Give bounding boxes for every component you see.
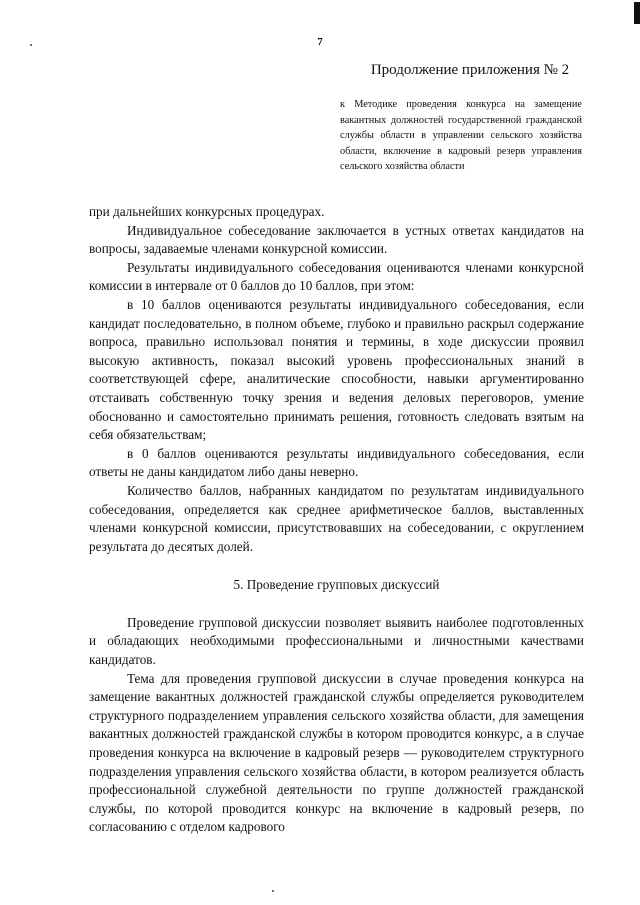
appendix-note: к Методике проведения конкурса на замещение вакантных должностей государственной гражданской службы области в управлении сельского хозяйства области, включение в кадровый резерв управления сельского хозяйства области [340, 99, 582, 173]
paragraph: Индивидуальное собеседование заключается в устных ответах кандидатов на вопросы, задаваемые членами конкурсной комиссии. [89, 222, 584, 257]
paragraph: Количество баллов, набранных кандидатом по результатам индивидуального собеседования, определяется как среднее арифметическое баллов, выставленных членами конкурсной комиссии, присутствовавших на собеседовании, с округлением результата до десятых долей. [89, 482, 584, 554]
paragraph: в 10 баллов оцениваются результаты индивидуального собеседования, если кандидат последовательно, в полном объеме, глубоко и правильно раскрыл содержание вопроса, правильно использовал понятия и термины, в ходе дискуссии проявил высокую активность, показал высокий уровень профессиональных знаний в соответствующей сфере, аналитические способности, навыки аргументированно отстаивать собственную точку зрения и ведения деловых переговоров, умение обоснованно и самостоятельно принимать решения, готовность следовать взятым на себя обязательствам; [89, 296, 584, 443]
page-number: 7 [317, 36, 323, 48]
document-body [89, 203, 584, 837]
scan-speck [272, 890, 274, 892]
paragraph: Результаты индивидуального собеседования оцениваются членами конкурсной комиссии в интервале от 0 баллов до 10 баллов, при этом: [89, 259, 584, 294]
paragraph: Проведение групповой дискуссии позволяет выявить наиболее подготовленных и обладающих необходимыми профессиональными и личностными качествами кандидатов. [89, 614, 584, 668]
scan-edge-mark [634, 2, 640, 24]
appendix-title: Продолжение приложения № 2 [370, 62, 570, 78]
paragraph: при дальнейших конкурсных процедурах. [89, 204, 325, 219]
paragraph: в 0 баллов оцениваются результаты индивидуального собеседования, если ответы не даны кандидатом либо даны неверно. [89, 445, 584, 480]
paragraph: Тема для проведения групповой дискуссии в случае проведения конкурса на замещение вакантных должностей гражданской службы определяется руководителем структурного подразделением управления сельского хозяйства области, для замещения вакантных должностей гражданской службы в котором проводится конкурс, а в случае проведения конкурса на включение в кадровый резерв — руководителем структурного подразделения управления сельского хозяйства области, в котором реализуется область профессиональной служебной деятельности по группе должностей гражданской службы, по которой проводится конкурс на включение в кадровый резерв, по согласованию с отделом кадрового [89, 670, 584, 835]
section-title: 5. Проведение групповых дискуссий [233, 577, 440, 593]
